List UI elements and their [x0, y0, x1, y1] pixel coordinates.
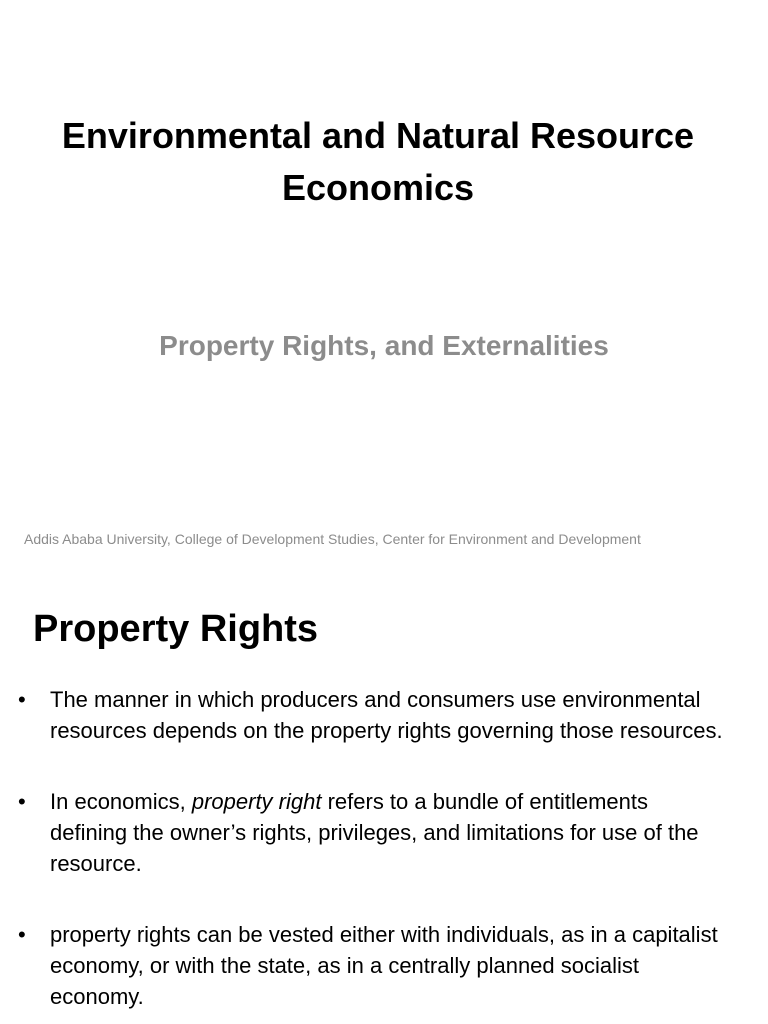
bullet-term: property right: [191, 789, 322, 814]
bullet-text: The manner in which producers and consumers use environmental resources depends on the property rights governing those resources.: [50, 687, 723, 743]
bullet-text-prefix: In economics,: [50, 789, 192, 814]
bullet-item: [0, 919, 768, 1012]
institution-footer: Addis Ababa University, College of Development Studies, Center for Environment and Development: [24, 531, 641, 547]
presentation-subtitle: Property Rights, and Externalities: [159, 330, 609, 361]
bullet-dot-icon: •: [18, 687, 26, 712]
bullet-list: [0, 684, 768, 1024]
bullet-dot-icon: •: [18, 922, 26, 947]
content-slide: [0, 576, 768, 1024]
presentation-title: [20, 110, 736, 214]
bullet-text-suffix: refers to a bundle of entitlements defining the owner’s rights, privileges, and limitations for use of the resource.: [50, 789, 699, 876]
bullet-dot-icon: •: [18, 789, 26, 814]
title-line-2: Economics: [281, 167, 475, 208]
bullet-text: property rights can be vested either with individuals, as in a capitalist economy, or with the state, as in a centrally planned socialist economy.: [50, 922, 718, 1009]
slide-heading: Property Rights: [33, 608, 319, 650]
title-line-1: Environmental and Natural Resource: [61, 115, 695, 156]
bullet-item: [0, 684, 768, 746]
bullet-item: [0, 786, 768, 879]
